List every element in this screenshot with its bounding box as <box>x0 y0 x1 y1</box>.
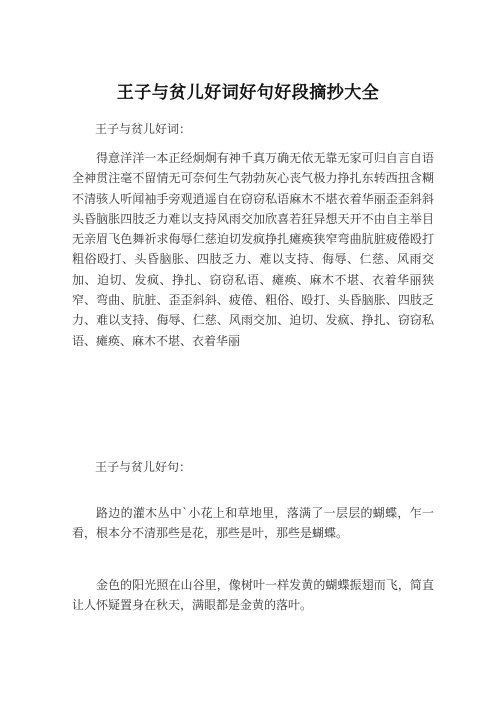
good-sentences-heading: 王子与贫儿好句： <box>95 460 192 474</box>
good-words-heading: 王子与贫儿好词： <box>95 122 192 136</box>
good-sentence-paragraph: 路边的灌木丛中`小花上和草地里，落满了一层层的蝴蝶，乍一看，根本分不清那些是花，那些是叶，那些是蝴蝶。 <box>72 506 434 541</box>
document-title: 王子与贫儿好词好句好段摘抄大全 <box>116 83 380 103</box>
good-words-paragraph: 得意洋洋一本正经炯炯有神千真万确无依无靠无家可归自言自语全神贯注毫不留情无可奈何生气勃勃灰心丧气极力挣扎东转西扭含糊不清骇人听闻袖手旁观逍遥自在窃窃私语麻木不堪衣着华丽歪歪斜斜头昏脑胀四肢乏力难以支持风雨交加欣喜若狂异想天开不由自主举目无亲眉飞色舞祈求侮辱仁慈迫切发疯挣扎瘫痪狭窄弯曲肮脏疲倦殴打粗俗殴打、头昏脑胀、四肢乏力、难以支持、侮辱、仁慈、风雨交加、迫切、发疯、挣扎、窃窃私语、瘫痪、麻木不堪、衣着华丽狭窄、弯曲、肮脏、歪歪斜斜、疲倦、粗俗、殴打、头昏脑胀、四肢乏力、难以支持、侮辱、仁慈、风雨交加、迫切、发疯、挣扎、窃窃私语、瘫痪、麻木不堪、衣着华丽 <box>72 151 434 348</box>
good-sentence-paragraph: 金色的阳光照在山谷里，像树叶一样发黄的蝴蝶振翅而飞，简直让人怀疑置身在秋天，满眼都是金黄的落叶。 <box>72 578 434 613</box>
